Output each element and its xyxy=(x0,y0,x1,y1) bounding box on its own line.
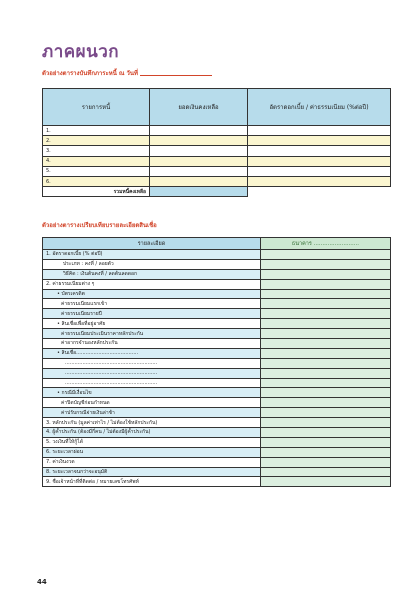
comparison-row xyxy=(43,418,391,428)
comparison-row xyxy=(43,309,391,319)
debt-row xyxy=(43,126,391,136)
total-balance-cell[interactable] xyxy=(150,187,248,197)
bank-value-cell[interactable] xyxy=(261,428,391,438)
debt-row xyxy=(43,176,391,186)
detail-cell: 5. วงเงินที่ให้กู้ได้ xyxy=(43,437,261,447)
detail-cell: • สินเชื่อ....................................... xyxy=(43,348,261,358)
rate-cell[interactable] xyxy=(248,126,391,136)
comparison-row xyxy=(43,259,391,269)
detail-cell: • สินเชื่อเพื่อที่อยู่อาศัย xyxy=(43,319,261,329)
comparison-row xyxy=(43,319,391,329)
bank-value-cell[interactable] xyxy=(261,368,391,378)
detail-cell: • กรณีมีเงื่อนไข xyxy=(43,388,261,398)
debt-row xyxy=(43,136,391,146)
comparison-row xyxy=(43,398,391,408)
detail-cell: 6. ระยะเวลาผ่อน xyxy=(43,447,261,457)
bank-value-cell[interactable] xyxy=(261,447,391,457)
detail-cell: 2. ค่าธรรมเนียมต่าง ๆ xyxy=(43,279,261,289)
total-empty-cell xyxy=(248,187,391,197)
bank-value-cell[interactable] xyxy=(261,279,391,289)
bank-value-cell[interactable] xyxy=(261,299,391,309)
bank-value-cell[interactable] xyxy=(261,388,391,398)
comparison-row xyxy=(43,289,391,299)
balance-cell[interactable] xyxy=(150,136,248,146)
detail-cell: 8. ระยะเวลาจนกว่าจะอนุมัติ xyxy=(43,467,261,477)
detail-cell: .......................................................... xyxy=(43,358,261,368)
detail-cell: วิธีคิด : เงินต้นคงที่ / ลดต้นลดดอก xyxy=(43,269,261,279)
bank-value-cell[interactable] xyxy=(261,358,391,368)
header-bank: ธนาคาร .......................... xyxy=(261,238,391,250)
debt-row xyxy=(43,156,391,166)
comparison-row xyxy=(43,477,391,487)
bank-value-cell[interactable] xyxy=(261,408,391,418)
detail-cell: .......................................................... xyxy=(43,378,261,388)
balance-cell[interactable] xyxy=(150,126,248,136)
bank-value-cell[interactable] xyxy=(261,467,391,477)
detail-cell: • บัตรเครดิต xyxy=(43,289,261,299)
comparison-row xyxy=(43,467,391,477)
detail-cell: ประเภท : คงที่ / ลอยตัว xyxy=(43,259,261,269)
detail-cell: ค่าปิดบัญชีก่อนกำหนด xyxy=(43,398,261,408)
bank-value-cell[interactable] xyxy=(261,378,391,388)
section2-title: ตัวอย่างตารางเปรียบเทียบรายละเอียดสินเชื่อ xyxy=(42,222,157,229)
comparison-row xyxy=(43,339,391,349)
debt-row xyxy=(43,146,391,156)
balance-cell[interactable] xyxy=(150,156,248,166)
detail-cell: ค่าธรรมเนียมประเมินราคาหลักประกัน xyxy=(43,329,261,339)
comparison-header-row xyxy=(43,238,391,250)
date-blank-line xyxy=(140,75,212,76)
detail-cell: 9. ชื่อเจ้าหน้าที่ที่ติดต่อ / หมายเลขโทรศัพท์ xyxy=(43,477,261,487)
comparison-table-body xyxy=(43,250,391,487)
bank-value-cell[interactable] xyxy=(261,259,391,269)
section1-title xyxy=(42,68,212,78)
rate-cell[interactable] xyxy=(248,136,391,146)
debt-row-label: 3. xyxy=(43,146,150,156)
detail-cell: ค่าอากรจำนองหลักประกัน xyxy=(43,339,261,349)
bank-value-cell[interactable] xyxy=(261,418,391,428)
detail-cell: 1. อัตราดอกเบี้ย (% ต่อปี) xyxy=(43,250,261,260)
rate-cell[interactable] xyxy=(248,166,391,176)
comparison-row xyxy=(43,378,391,388)
header-interest-rate: อัตราดอกเบี้ย / ค่าธรรมเนียม (%ต่อปี) xyxy=(248,89,391,126)
bank-value-cell[interactable] xyxy=(261,329,391,339)
detail-cell: 3. หลักประกัน (มูลค่าเท่าไร / ไม่ต้องใช้หลักประกัน) xyxy=(43,418,261,428)
comparison-row xyxy=(43,457,391,467)
bank-value-cell[interactable] xyxy=(261,319,391,329)
bank-value-cell[interactable] xyxy=(261,309,391,319)
detail-cell: 4. ผู้ค้ำประกัน (ต้องมีกี่คน / ไม่ต้องมีผู้ค้ำประกัน) xyxy=(43,428,261,438)
comparison-row xyxy=(43,437,391,447)
comparison-row xyxy=(43,358,391,368)
detail-cell: 7. ค่าเงินงวด xyxy=(43,457,261,467)
debt-table-header-row xyxy=(43,89,391,126)
section1-title-text: ตัวอย่างตารางบันทึกภาระหนี้ ณ วันที่ xyxy=(42,70,138,77)
bank-value-cell[interactable] xyxy=(261,289,391,299)
debt-row-label: 1. xyxy=(43,126,150,136)
bank-value-cell[interactable] xyxy=(261,477,391,487)
debt-row-label: 5. xyxy=(43,166,150,176)
loan-comparison-table xyxy=(42,237,391,487)
bank-value-cell[interactable] xyxy=(261,457,391,467)
comparison-row xyxy=(43,250,391,260)
detail-cell: .......................................................... xyxy=(43,368,261,378)
bank-value-cell[interactable] xyxy=(261,250,391,260)
debt-row xyxy=(43,166,391,176)
rate-cell[interactable] xyxy=(248,146,391,156)
header-debt-item: รายการหนี้ xyxy=(43,89,150,126)
debt-row-label: 6. xyxy=(43,176,150,186)
comparison-row xyxy=(43,279,391,289)
debt-total-row xyxy=(43,187,391,197)
bank-value-cell[interactable] xyxy=(261,339,391,349)
bank-value-cell[interactable] xyxy=(261,398,391,408)
comparison-row xyxy=(43,428,391,438)
rate-cell[interactable] xyxy=(248,156,391,166)
balance-cell[interactable] xyxy=(150,146,248,156)
comparison-row xyxy=(43,447,391,457)
comparison-row xyxy=(43,348,391,358)
comparison-row xyxy=(43,368,391,378)
page-title: ภาคผนวก xyxy=(42,42,120,62)
bank-value-cell[interactable] xyxy=(261,269,391,279)
detail-cell: ค่าธรรมเนียมรายปี xyxy=(43,309,261,319)
detail-cell: ค่าปรับกรณีจ่ายเงินล่าช้า xyxy=(43,408,261,418)
comparison-row xyxy=(43,408,391,418)
detail-cell: ค่าธรรมเนียมแรกเข้า xyxy=(43,299,261,309)
bank-value-cell[interactable] xyxy=(261,348,391,358)
comparison-row xyxy=(43,329,391,339)
total-label: รวมหนี้คงเหลือ xyxy=(43,187,150,197)
header-details: รายละเอียด xyxy=(43,238,261,250)
comparison-row xyxy=(43,388,391,398)
comparison-row xyxy=(43,299,391,309)
debt-row-label: 2. xyxy=(43,136,150,146)
balance-cell[interactable] xyxy=(150,166,248,176)
debt-record-table xyxy=(42,88,391,197)
balance-cell[interactable] xyxy=(150,176,248,186)
bank-value-cell[interactable] xyxy=(261,437,391,447)
header-balance: ยอดเงินคงเหลือ xyxy=(150,89,248,126)
rate-cell[interactable] xyxy=(248,176,391,186)
page-number: 44 xyxy=(37,578,47,586)
debt-row-label: 4. xyxy=(43,156,150,166)
comparison-row xyxy=(43,269,391,279)
